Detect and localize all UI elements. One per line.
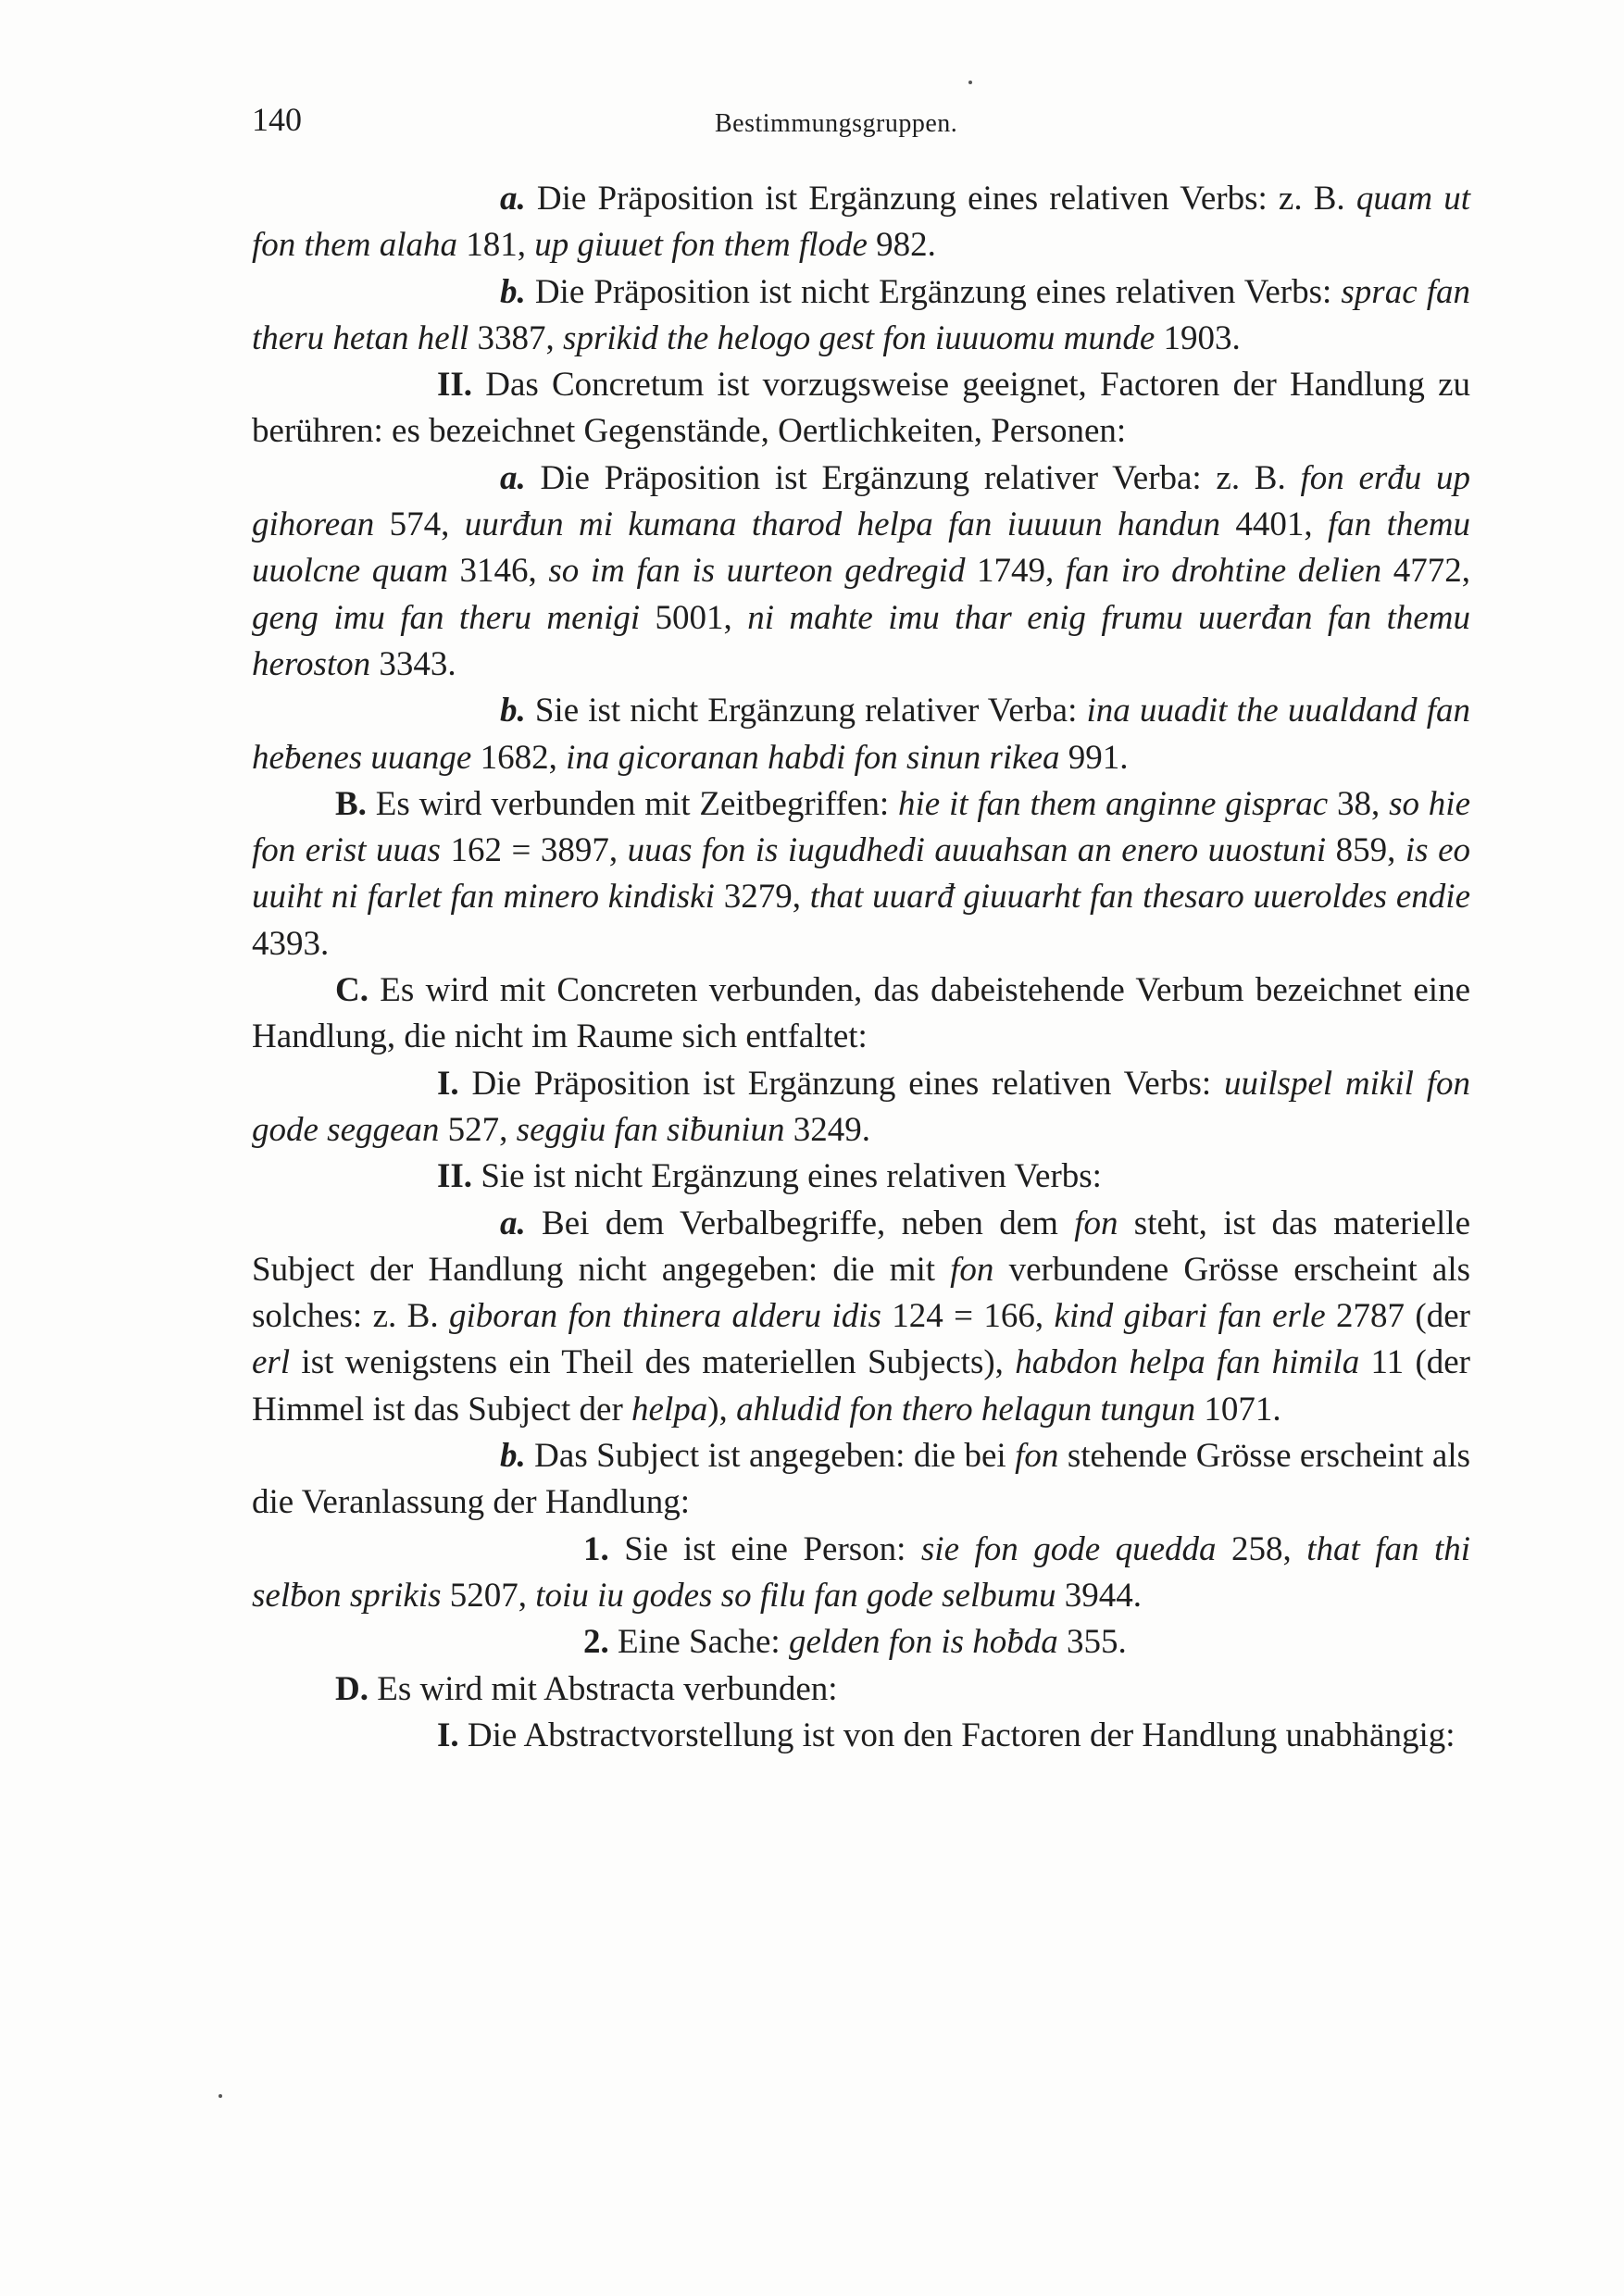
- body-segment: 5001,: [640, 598, 748, 637]
- paragraph-label: b.: [500, 692, 526, 730]
- citation-text: geng imu fan theru menigi: [252, 598, 641, 637]
- body-segment: ),: [707, 1390, 737, 1429]
- body-segment: Das Concretum ist vorzugsweise geeignet, Factoren der Handlung zu berühren: es bezeichnet Gegenstände, Oertlichkeiten, Personen:: [252, 366, 1470, 451]
- body-segment: Es wird mit Abstracta verbunden:: [368, 1669, 838, 1708]
- body-segment: 3343.: [370, 644, 456, 683]
- body-segment: 124 = 166,: [881, 1297, 1055, 1336]
- citation-text: hie it fan them anginne gisprac: [897, 784, 1329, 823]
- citation-text: uuilspel mikil fon gode seggean: [252, 1064, 1470, 1149]
- citation-text: ina gicoranan habdi fon sinun rikea: [566, 738, 1060, 777]
- body-segment: Bei dem Verbalbegriffe, neben dem: [525, 1204, 1075, 1242]
- page-number: 140: [252, 101, 302, 138]
- body-segment: Es wird mit Concreten verbunden, das dabeistehende Verbum bezeichnet eine Handlung, die nicht im Raume sich entfaltet:: [252, 971, 1470, 1056]
- paragraph: [252, 781, 1470, 967]
- body-text: [252, 176, 1470, 1759]
- citation-text: ina uuadit the uualdand fan heƀenes uuange: [252, 692, 1470, 777]
- body-segment: Die Präposition ist nicht Ergänzung eines relativen Verbs:: [525, 272, 1342, 311]
- body-segment: 1749,: [965, 552, 1066, 591]
- paragraph: [252, 362, 1470, 455]
- citation-text: fon: [950, 1250, 994, 1289]
- body-segment: 4393.: [252, 924, 330, 963]
- body-segment: Die Präposition ist Ergänzung eines relativen Verbs:: [458, 1064, 1224, 1103]
- print-speck: [219, 2094, 222, 2098]
- body-segment: ist wenigstens ein Theil des materiellen Subjects),: [290, 1343, 1016, 1382]
- paragraph-label: B.: [335, 784, 367, 823]
- citation-text: up giuuet fon them flode: [534, 226, 868, 265]
- citation-text: that uuarđ giuuarht fan thesaro uueroldes endie: [809, 878, 1470, 917]
- paragraph-label: 2.: [583, 1623, 609, 1662]
- body-segment: 3387,: [468, 318, 564, 357]
- page-header: [252, 100, 1472, 156]
- body-segment: Die Abstractvorstellung ist von den Factoren der Handlung unabhängig:: [458, 1716, 1455, 1754]
- body-segment: Das Subject ist angegeben: die bei: [525, 1437, 1016, 1476]
- paragraph: [252, 1713, 1470, 1759]
- body-segment: Die Präposition ist Ergänzung relativer Verba: z. B.: [525, 458, 1301, 497]
- citation-text: fon: [1015, 1437, 1059, 1476]
- body-segment: 1682,: [471, 738, 567, 777]
- citation-text: ni mahte imu thar enig frumu uuerđan fan themu heroston: [252, 598, 1470, 683]
- body-segment: 3146,: [447, 552, 549, 591]
- body-segment: 1903.: [1155, 318, 1241, 357]
- citation-text: so hie fon erist uuas: [252, 784, 1471, 870]
- paragraph-label: I.: [437, 1064, 459, 1103]
- citation-text: fon erđu up gihorean: [252, 458, 1470, 544]
- body-segment: 527,: [439, 1110, 517, 1149]
- paragraph: [252, 1619, 1470, 1666]
- citation-text: that fan thi selƀon sprikis: [252, 1529, 1471, 1615]
- citation-text: kind gibari fan erle: [1054, 1297, 1326, 1336]
- body-segment: 859,: [1326, 831, 1405, 870]
- paragraph: [252, 1666, 1470, 1713]
- body-segment: 3249.: [784, 1110, 871, 1149]
- citation-text: fan iro drohtine delien: [1065, 552, 1382, 591]
- citation-text: so im fan is uurteon gedregid: [548, 552, 966, 591]
- print-speck: [968, 81, 972, 84]
- citation-text: habdon helpa fan himila: [1015, 1343, 1360, 1382]
- body-segment: 258,: [1216, 1529, 1307, 1568]
- body-segment: 991.: [1059, 738, 1129, 777]
- body-segment: 5207,: [441, 1576, 536, 1615]
- body-segment: stehende Grösse erscheint als die Veranlassung der Handlung:: [252, 1437, 1471, 1522]
- paragraph-label: C.: [335, 971, 369, 1010]
- citation-text: gelden fon is hoƀda: [788, 1623, 1058, 1662]
- body-segment: 11 (der Himmel ist das Subject der: [252, 1343, 1471, 1429]
- paragraph: [252, 176, 1470, 269]
- paragraph-label: a.: [500, 458, 526, 497]
- paragraph: [252, 1433, 1470, 1527]
- paragraph: [252, 1527, 1470, 1620]
- body-segment: Sie ist eine Person:: [608, 1529, 921, 1568]
- body-segment: 3279,: [714, 878, 810, 917]
- paragraph: [252, 1201, 1470, 1433]
- body-segment: Es wird verbunden mit Zeitbegriffen:: [366, 784, 898, 823]
- body-segment: 38,: [1328, 784, 1390, 823]
- body-segment: steht, ist das materielle Subject der Handlung nicht angegeben: die mit: [252, 1204, 1470, 1289]
- paragraph-label: I.: [437, 1716, 459, 1754]
- citation-text: erl: [252, 1343, 291, 1382]
- running-head: Bestimmungsgruppen.: [715, 109, 958, 138]
- body-segment: 4401,: [1219, 505, 1328, 544]
- citation-text: uurđun mi kumana tharod helpa fan iuuuun handun: [464, 505, 1220, 544]
- paragraph-label: b.: [500, 272, 526, 311]
- paragraph: [252, 1154, 1470, 1200]
- citation-text: is eo uuiht ni farlet fan minero kindiski: [252, 831, 1470, 917]
- citation-text: fon: [1074, 1204, 1118, 1242]
- body-segment: 3944.: [1056, 1576, 1142, 1615]
- paragraph: [252, 1061, 1470, 1154]
- citation-text: sprikid the helogo gest fon iuuuomu munde: [563, 318, 1156, 357]
- paragraph-label: b.: [500, 1437, 526, 1476]
- citation-text: giboran fon thinera alderu idis: [448, 1297, 881, 1336]
- body-segment: 162 = 3897,: [440, 831, 628, 870]
- body-segment: verbundene Grösse erscheint als solches: z. B.: [252, 1250, 1471, 1336]
- paragraph-label: 1.: [583, 1529, 609, 1568]
- citation-text: sie fon gode quedda: [920, 1529, 1217, 1568]
- paragraph-label: a.: [500, 1204, 526, 1242]
- citation-text: uuas fon is iugudhedi auuahsan an enero uuostuni: [627, 831, 1327, 870]
- citation-text: quam ut fon them alaha: [252, 180, 1471, 265]
- paragraph-label: II.: [437, 1157, 473, 1196]
- citation-text: ahludid fon thero helagun tungun: [736, 1390, 1196, 1429]
- body-segment: 1071.: [1195, 1390, 1281, 1429]
- paragraph: [252, 455, 1470, 688]
- citation-text: sprac fan theru hetan hell: [252, 272, 1470, 357]
- body-segment: Die Präposition ist Ergänzung eines relativen Verbs: z. B.: [525, 180, 1356, 218]
- paragraph-label: D.: [335, 1669, 369, 1708]
- body-segment: 2787 (der: [1325, 1297, 1470, 1336]
- body-segment: 355.: [1057, 1623, 1127, 1662]
- citation-text: toiu iu godes so filu fan gode selbumu: [535, 1576, 1056, 1615]
- body-segment: 574,: [374, 505, 465, 544]
- citation-text: helpa: [631, 1390, 708, 1429]
- paragraph-label: a.: [500, 180, 526, 218]
- citation-text: seggiu fan siƀuniun: [516, 1110, 785, 1149]
- body-segment: 982.: [867, 226, 936, 265]
- paragraph: [252, 967, 1470, 1061]
- citation-text: fan themu uuolcne quam: [252, 505, 1471, 591]
- paragraph: [252, 269, 1470, 363]
- body-segment: Eine Sache:: [608, 1623, 789, 1662]
- body-segment: 4772,: [1381, 552, 1471, 591]
- body-segment: 181,: [456, 226, 535, 265]
- body-segment: Sie ist nicht Ergänzung relativer Verba:: [525, 692, 1087, 730]
- paragraph: [252, 688, 1470, 781]
- body-segment: Sie ist nicht Ergänzung eines relativen Verbs:: [472, 1157, 1102, 1196]
- paragraph-label: II.: [437, 366, 473, 405]
